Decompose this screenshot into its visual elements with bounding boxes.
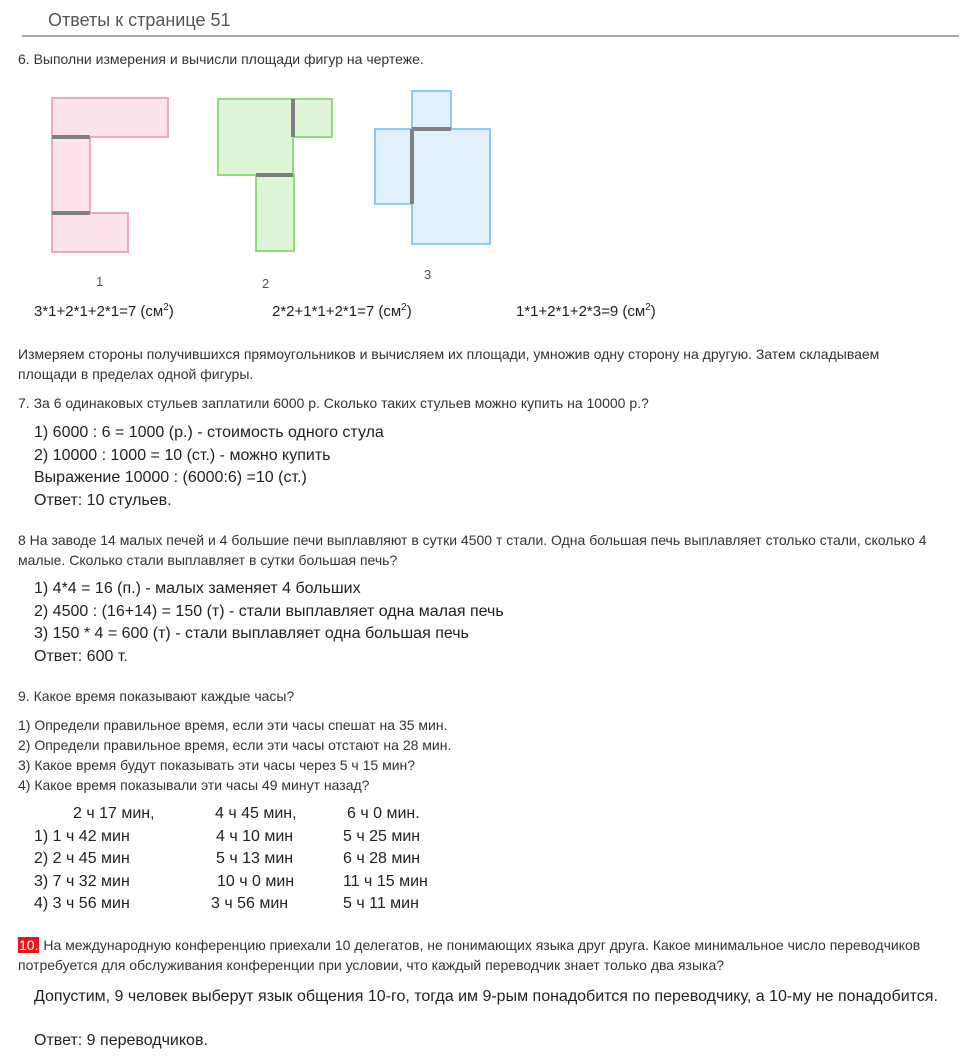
subquestion: 3) Какое время будут показывать эти часы через 5 ч 15 мин? — [18, 757, 416, 773]
table-cell: 5 ч 25 мин — [343, 827, 421, 845]
task10-question-text: На международную конференцию приехали 10 делегатов, не понимающих языка друг друга. Какое минимальное число переводчиков потребуется для обслуживания конференции при условии, что каждый переводчик знает только два языка? — [18, 937, 921, 973]
figure-1 — [50, 96, 172, 256]
answer-line: Ответ: 600 т. — [34, 647, 128, 665]
solution-line: 3) 150 * 4 = 600 (т) - стали выплавляет одна большая печь — [34, 625, 469, 642]
task7-question: 7. За 6 одинаковых стульев заплатили 6000 р. Сколько таких стульев можно купить на 10000 р.? — [18, 395, 649, 411]
table-cell: 3 ч 56 мин — [211, 895, 289, 912]
task6-question: 6. Выполни измерения и вычисли площади фигур на чертеже. — [18, 51, 424, 67]
table-header-cell: 2 ч 17 мин, — [73, 805, 155, 822]
solution-line: 2) 10000 : 1000 = 10 (ст.) - можно купить — [34, 446, 331, 464]
figure-1-label: 1 — [96, 274, 104, 289]
task10-final-answer: Ответ: 9 переводчиков. — [34, 1032, 208, 1049]
figure-3 — [373, 89, 493, 247]
formula-1: 3*1+2*1+2*1=7 $(см^2)$ — [34, 302, 174, 320]
subquestion: 4) Какое время показывали эти часы 49 минут назад? — [18, 777, 370, 793]
figure-2-label: 2 — [262, 276, 270, 291]
table-cell: 10 ч 0 мин — [217, 872, 295, 890]
subquestion: 1) Определи правильное время, если эти часы спешат на 35 мин. — [18, 717, 448, 733]
table-cell: 3) 7 ч 32 мин — [34, 872, 130, 890]
figure-2 — [216, 97, 336, 255]
table-cell: 6 ч 28 мин — [343, 850, 421, 867]
solution-line: 2) 4500 : (16+14) = 150 (т) - стали выплавляет одна малая печь — [34, 602, 504, 620]
task9-question: 9. Какое время показывают каждые часы? — [18, 688, 295, 704]
table-cell: 11 ч 15 мин — [343, 872, 428, 890]
table-cell: 4) 3 ч 56 мин — [34, 895, 130, 912]
solution-line: 1) 6000 : 6 = 1000 (р.) - стоимость одного стула — [34, 424, 384, 441]
answer-line: Ответ: 10 стульев. — [34, 491, 172, 509]
title-divider — [22, 35, 959, 37]
table-cell: 4 ч 10 мин — [216, 827, 294, 845]
task9-subquestions — [18, 715, 451, 795]
task-number-badge: 10. — [19, 937, 39, 953]
subquestion: 2) Определи правильное время, если эти часы отстают на 28 мин. — [18, 737, 452, 753]
table-cell: 1) 1 ч 42 мин — [34, 827, 130, 845]
figure-3-label: 3 — [424, 267, 432, 282]
task6-explanation: Измеряем стороны получившихся прямоугольников и вычисляем их площади, умножив одну сторону на другую. Затем складываем площади в пределах одной фигуры. — [18, 346, 880, 382]
task8-solution — [34, 578, 504, 668]
figure-3-shape — [375, 91, 490, 244]
table-header-cell: 6 ч 0 мин. — [347, 805, 420, 822]
task10-question — [18, 935, 958, 975]
table-cell: 2) 2 ч 45 мин — [34, 850, 130, 867]
solution-line: Выражение 10000 : (6000:6) =10 (ст.) — [34, 469, 307, 486]
task8-question: 8 На заводе 14 малых печей и 4 большие печи выплавляют в сутки 4500 т стали. Одна большая печь выплавляет столько стали, сколько 4 малые. Сколько стали выплавляет в сутки большая печь? — [18, 532, 927, 568]
formula-3: 1*1+2*1+2*3=9 $(см^2)$ — [516, 302, 656, 320]
table-cell: 5 ч 11 мин — [343, 895, 419, 912]
figure-1-shape — [52, 98, 168, 252]
task7-solution — [34, 422, 384, 512]
task10-answer: Допустим, 9 человек выберут язык общения 10-го, тогда им 9-рым понадобится по переводчику, а 10-му не понадобится. — [34, 988, 938, 1005]
table-cell: 5 ч 13 мин — [216, 850, 294, 867]
table-header-cell: 4 ч 45 мин, — [215, 805, 297, 822]
page-title: Ответы к странице 51 — [48, 10, 231, 30]
formula-2: 2*2+1*1+2*1=7 $(см^2)$ — [272, 302, 412, 320]
solution-line: 1) 4*4 = 16 (п.) - малых заменяет 4 больших — [34, 580, 361, 597]
